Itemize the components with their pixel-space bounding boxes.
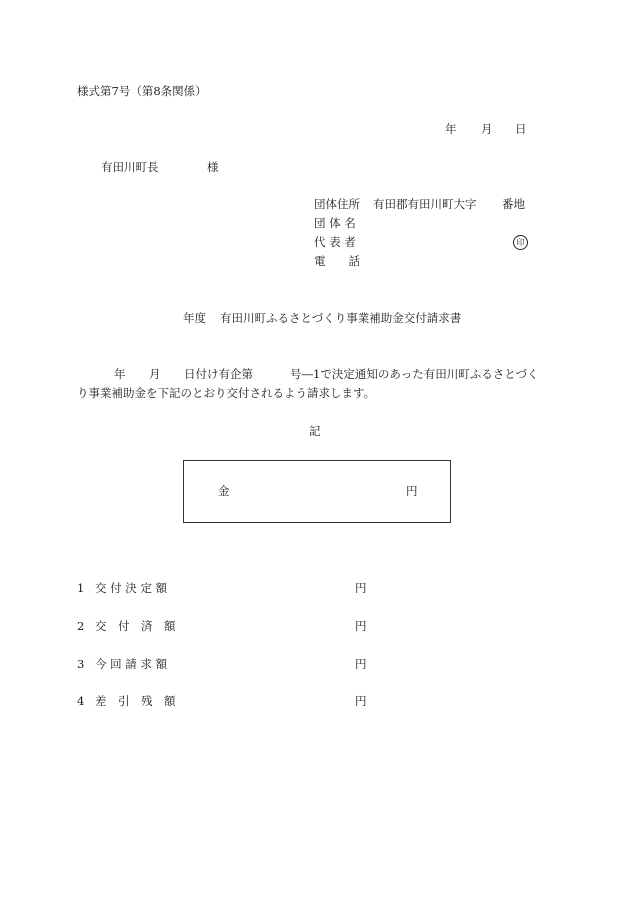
representative-label: 代 表 者 <box>314 235 356 249</box>
item-number: 3 <box>77 657 85 671</box>
item-unit: 円 <box>355 694 367 708</box>
body-dated: 日付け有企第 <box>184 367 253 381</box>
item-number: 4 <box>77 694 85 708</box>
seal-mark: 印 <box>513 235 528 250</box>
address-suffix: 番地 <box>502 197 525 211</box>
amount-unit: 円 <box>406 484 418 498</box>
amount-label: 金 <box>218 484 230 498</box>
document-title: 有田川町ふるさとづくり事業補助金交付請求書 <box>220 311 462 325</box>
form-number: 様式第7号（第8条関係） <box>77 84 207 98</box>
body-year: 年 <box>114 367 126 381</box>
item-number: 1 <box>77 581 85 595</box>
address-label: 団体住所 <box>314 197 360 211</box>
body-line-2: り事業補助金を下記のとおり交付されるよう請求します。 <box>77 386 376 400</box>
addressee-honorific: 様 <box>207 160 219 174</box>
group-name-label: 団 体 名 <box>314 216 356 230</box>
item-label: 差 引 残 額 <box>95 694 176 708</box>
phone-label: 電 話 <box>314 254 360 268</box>
address-value: 有田郡有田川町大字 <box>373 197 477 211</box>
date-day-label: 日 <box>515 122 527 136</box>
title-year-label: 年度 <box>183 311 206 325</box>
item-label: 交 付 決 定 額 <box>95 581 168 595</box>
item-label: 今 回 請 求 額 <box>95 657 168 671</box>
item-label: 交 付 済 額 <box>95 619 176 633</box>
amount-box <box>183 460 451 523</box>
body-month: 月 <box>149 367 161 381</box>
ki-heading: 記 <box>309 424 321 438</box>
date-year-label: 年 <box>445 122 457 136</box>
item-unit: 円 <box>355 581 367 595</box>
date-month-label: 月 <box>481 122 493 136</box>
addressee-name: 有田川町長 <box>101 160 159 174</box>
item-unit: 円 <box>355 657 367 671</box>
item-unit: 円 <box>355 619 367 633</box>
body-number: 号―1で決定通知のあった有田川町ふるさとづく <box>290 367 539 381</box>
item-number: 2 <box>77 619 85 633</box>
